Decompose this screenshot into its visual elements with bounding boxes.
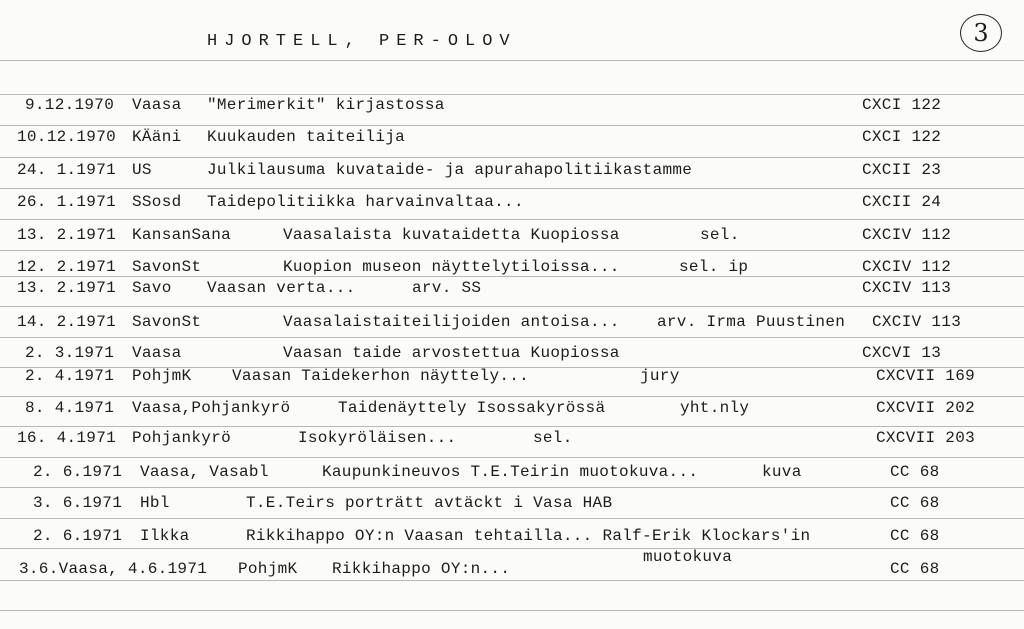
entry-ref: CXCVII 203 (876, 429, 976, 447)
entry-ref: CXCVII 202 (876, 399, 976, 417)
entry-date: 2. 6.1971 (33, 463, 123, 481)
entry-note: muotokuva (643, 548, 733, 566)
entry-ref: CXCIV 112 (862, 226, 952, 244)
entry-date: 10.12.1970 (17, 128, 117, 146)
entry-ref: CC 68 (890, 527, 940, 545)
entry-source: Vaasa,Pohjankyrö (132, 399, 291, 417)
entry-ref: CXCVI 13 (862, 344, 942, 362)
entry-source: PohjmK (132, 367, 192, 385)
rule-line (0, 487, 1024, 488)
rule-line (0, 188, 1024, 189)
entry-title: Taidenäyttely Isossakyrössä (338, 399, 606, 417)
entry-date: 13. 2.1971 (17, 226, 117, 244)
entry-ref: CC 68 (890, 463, 940, 481)
entry-date: 14. 2.1971 (17, 313, 117, 331)
entry-title: Julkilausuma kuvataide- ja apurahapolitiikastamme (207, 161, 693, 179)
rule-line (0, 94, 1024, 95)
entry-source: Pohjankyrö (132, 429, 232, 447)
entry-source: SavonSt (132, 258, 202, 276)
entry-date: 8. 4.1971 (25, 399, 115, 417)
entry-date: 13. 2.1971 (17, 279, 117, 297)
entry-ref: CXCII 24 (862, 193, 942, 211)
entry-note: sel. (700, 226, 740, 244)
entry-note: sel. (533, 429, 573, 447)
entry-source: Savo (132, 279, 172, 297)
entry-ref: CC 68 (890, 560, 940, 578)
entry-ref: CXCIV 113 (872, 313, 962, 331)
entry-source: US (132, 161, 152, 179)
entry-title: Vaasan Taidekerhon näyttely... (232, 367, 530, 385)
entry-note: arv. Irma Puustinen (657, 313, 846, 331)
entry-date: 24. 1.1971 (17, 161, 117, 179)
entry-date: 26. 1.1971 (17, 193, 117, 211)
entry-source: SavonSt (132, 313, 202, 331)
entry-note: arv. SS (412, 279, 482, 297)
entry-ref: CXCI 122 (862, 128, 942, 146)
entry-title: Kuukauden taiteilija (207, 128, 406, 146)
rule-line (0, 426, 1024, 427)
entry-source: PohjmK (238, 560, 298, 578)
entry-note: yht.nly (680, 399, 750, 417)
entry-ref: CXCII 23 (862, 161, 942, 179)
entry-source: KÄäni (132, 128, 182, 146)
entry-title: Kaupunkineuvos T.E.Teirin muotokuva... (322, 463, 699, 481)
entry-title: Taidepolitiikka harvainvaltaa... (207, 193, 524, 211)
entry-source: Vaasa, Vasabl (140, 463, 269, 481)
rule-line (0, 219, 1024, 220)
rule-line (0, 396, 1024, 397)
rule-line (0, 518, 1024, 519)
rule-line (0, 457, 1024, 458)
entry-title: "Merimerkit" kirjastossa (207, 96, 445, 114)
rule-line (0, 157, 1024, 158)
entry-date: 9.12.1970 (25, 96, 115, 114)
entry-source: Vaasa (132, 96, 182, 114)
entry-source: Ilkka (140, 527, 190, 545)
entry-note: kuva (762, 463, 802, 481)
entry-source: KansanSana (132, 226, 232, 244)
entry-title: Vaasalaista kuvataidetta Kuopiossa (283, 226, 620, 244)
entry-date: 2. 3.1971 (25, 344, 115, 362)
rule-line (0, 250, 1024, 251)
rule-line (0, 60, 1024, 61)
entry-source: SSosd (132, 193, 182, 211)
rule-line (0, 580, 1024, 581)
entry-title: Vaasalaistaiteilijoiden antoisa... (283, 313, 620, 331)
entry-title: Vaasan taide arvostettua Kuopiossa (283, 344, 620, 362)
rule-line (0, 610, 1024, 611)
entry-date: 2. 6.1971 (33, 527, 123, 545)
entry-ref: CXCI 122 (862, 96, 942, 114)
entry-date: 3. 6.1971 (33, 494, 123, 512)
entry-source: Vaasa (132, 344, 182, 362)
entry-title: Kuopion museon näyttelytiloissa... (283, 258, 620, 276)
rule-line (0, 125, 1024, 126)
entry-date: 16. 4.1971 (17, 429, 117, 447)
rule-line (0, 276, 1024, 277)
rule-line (0, 306, 1024, 307)
entry-title: T.E.Teirs porträtt avtäckt i Vasa HAB (246, 494, 613, 512)
entry-title: Rikkihappo OY:n Vaasan tehtailla... Ralf-Erik Klockars'in (246, 527, 811, 545)
entry-date: 12. 2.1971 (17, 258, 117, 276)
card-number: 3 (960, 14, 1002, 52)
entry-ref: CXCIV 112 (862, 258, 952, 276)
entry-date: 2. 4.1971 (25, 367, 115, 385)
card-title: HJORTELL, PER-OLOV (207, 32, 517, 51)
entry-title: Rikkihappo OY:n... (332, 560, 511, 578)
entry-ref: CXCVII 169 (876, 367, 976, 385)
rule-line (0, 337, 1024, 338)
entry-ref: CXCIV 113 (862, 279, 952, 297)
entry-source: Hbl (140, 494, 170, 512)
entry-title: Isokyröläisen... (298, 429, 457, 447)
entry-note: sel. ip (679, 258, 749, 276)
entry-title: Vaasan verta... (207, 279, 356, 297)
rule-line (0, 548, 1024, 549)
entry-ref: CC 68 (890, 494, 940, 512)
entry-note: jury (640, 367, 680, 385)
entry-date: 3.6.Vaasa, 4.6.1971 (19, 560, 208, 578)
